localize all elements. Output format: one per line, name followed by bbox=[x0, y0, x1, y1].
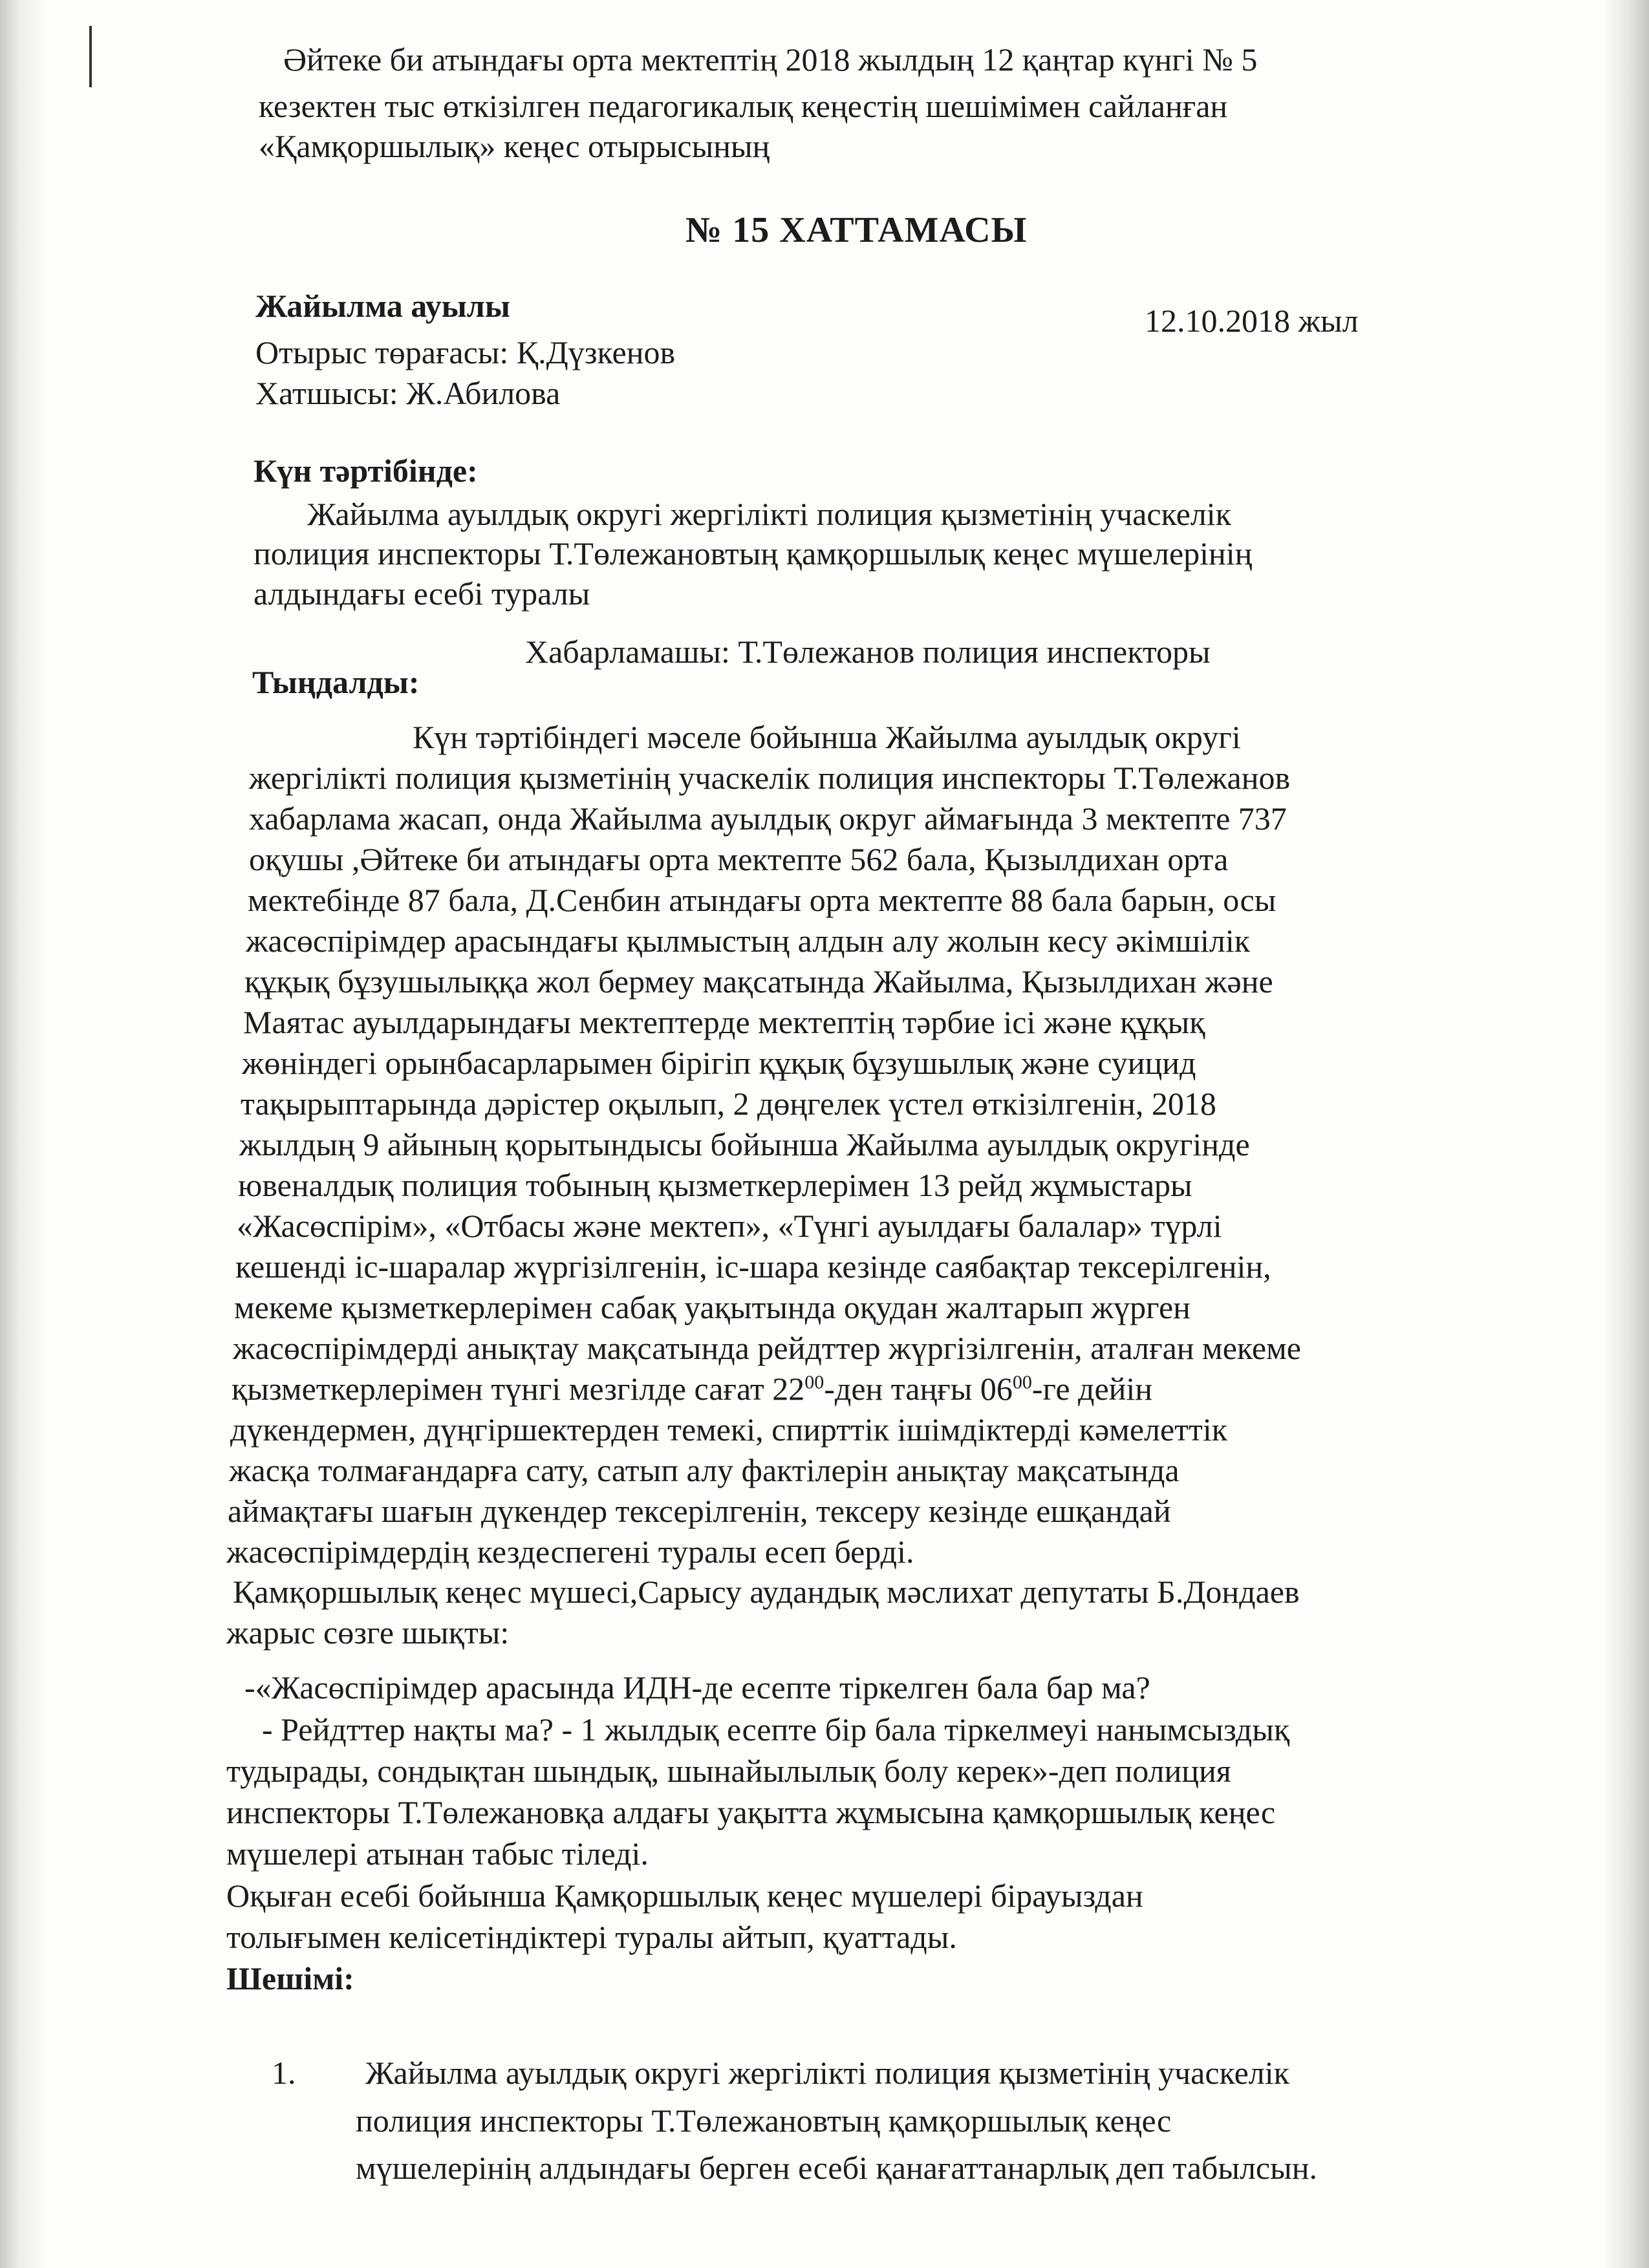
agenda-reporter: Хабарламашы: Т.Төлежанов полиция инспекторы bbox=[525, 634, 1211, 670]
meeting-date: 12.10.2018 жыл bbox=[1145, 303, 1359, 339]
meeting-place: Жайылма ауылы bbox=[255, 288, 510, 324]
binder-mark bbox=[89, 26, 92, 87]
speech-line: тудырады, сондықтан шындық, шынайылылық болу керек»-деп полиция bbox=[226, 1753, 1231, 1789]
scan-shadow-left bbox=[0, 0, 45, 2268]
heard-line: жылдың 9 айының қорытындысы бойынша Жайылма ауылдық округінде bbox=[239, 1126, 1250, 1162]
agenda-line: полиция инспекторы Т.Төлежановтың қамқоршылық кеңес мүшелерінің bbox=[253, 535, 1253, 572]
speech-line: -«Жасөспірімдер арасында ИДН-де есепте тіркелген бала бар ма? bbox=[244, 1669, 1150, 1706]
header-line: кезектен тыс өткізілген педагогикалық кеңестің шешімімен сайланған bbox=[259, 88, 1228, 124]
speech-line: Оқыған есебі бойынша Қамқоршылық кеңес мүшелері бірауыздан bbox=[226, 1878, 1143, 1914]
time-text: -ге дейін bbox=[1031, 1371, 1153, 1407]
time-superscript: 00 bbox=[1012, 1371, 1032, 1393]
agenda-line: алдындағы есебі туралы bbox=[253, 575, 590, 612]
heard-line: жергілікті полиция қызметінің учаскелік полиция инспекторы Т.Төлежанов bbox=[249, 760, 1291, 796]
heard-line: оқушы ,Әйтеке би атындағы орта мектепте 562 бала, Қызылдихан орта bbox=[249, 841, 1229, 877]
speech-line: - Рейдттер нақты ма? - 1 жылдық есепте бір бала тіркелмеуі нанымсыздық bbox=[262, 1711, 1290, 1748]
speech-line: жарыс сөзге шықты: bbox=[226, 1614, 510, 1651]
heard-line: жасөспірімдерді анықтау мақсатында рейдттер жүргізілгенін, аталған мекеме bbox=[233, 1330, 1301, 1366]
speech-line: Қамқоршылық кеңес мүшесі,Сарысу аудандық мәслихат депутаты Б.Дондаев bbox=[233, 1574, 1300, 1610]
heard-line: тақырыптарында дәрістер оқылып, 2 дөңгелек үстел өткізілгенін, 2018 bbox=[241, 1086, 1216, 1122]
time-superscript: 00 bbox=[804, 1371, 824, 1393]
heard-line: жасөспірімдердің кездеспегені туралы есеп берді. bbox=[226, 1534, 914, 1570]
speech-line: толығымен келісетіндіктері туралы айтып, қуаттады. bbox=[226, 1919, 957, 1955]
decision-item-number: 1. bbox=[272, 2055, 296, 2091]
heard-line: мектебінде 87 бала, Д.Сенбин атындағы орта мектепте 88 бала барын, осы bbox=[248, 882, 1277, 918]
document-title: № 15 ХАТТАМАСЫ bbox=[685, 210, 1028, 250]
meeting-chair: Отырыс төрағасы: Қ.Дүзкенов bbox=[255, 334, 676, 370]
agenda-heading: Күн тәртібінде: bbox=[253, 453, 478, 489]
heard-line: аймақтағы шағын дүкендер тексерілгенін, тексеру кезінде ешқандай bbox=[228, 1493, 1171, 1529]
heard-heading: Тыңдалды: bbox=[252, 664, 420, 700]
heard-line: жасөспірімдер арасындағы қылмыстың алдын алу жолын кесу әкімшілік bbox=[246, 923, 1251, 959]
heard-line: жасқа толмағандарға сату, сатып алу фактілерін анықтау мақсатында bbox=[229, 1452, 1180, 1488]
heard-line: ювеналдық полиция тобының қызметкерлерімен 13 рейд жұмыстары bbox=[238, 1167, 1192, 1203]
header-line: «Қамқоршылық» кеңес отырысының bbox=[259, 128, 770, 164]
heard-line: Күн тәртібіндегі мәселе бойынша Жайылма ауылдық округі bbox=[413, 719, 1241, 755]
meeting-secretary: Хатшысы: Ж.Абилова bbox=[255, 375, 561, 411]
speech-line: мүшелері атынан табыс тіледі. bbox=[226, 1835, 649, 1872]
heard-line: құқық бұзушылыққа жол бермеу мақсатында Жайылма, Қызылдихан және bbox=[244, 963, 1273, 1000]
heard-line: мекеме қызметкерлерімен сабақ уақытында оқудан жалтарып жүрген bbox=[234, 1289, 1191, 1325]
decision-line: Жайылма ауылдық округі жергілікті полиция қызметінің учаскелік bbox=[365, 2055, 1289, 2091]
decision-heading: Шешімі: bbox=[226, 1960, 354, 1996]
decision-line: полиция инспекторы Т.Төлежановтың қамқоршылық кеңес bbox=[356, 2102, 1172, 2139]
header-line: Әйтеке би атындағы орта мектептің 2018 жылдың 12 қаңтар күнгі № 5 bbox=[283, 41, 1258, 78]
heard-line: «Жасөспірім», «Отбасы және мектеп», «Түнгі ауылдағы балалар» түрлі bbox=[237, 1208, 1222, 1244]
heard-line: кешенді іс-шаралар жүргізілгенін, іс-шара кезінде саябақтар тексерілгенін, bbox=[235, 1248, 1271, 1285]
speech-line: инспекторы Т.Төлежановқа алдағы уақытта жұмысына қамқоршылық кеңес bbox=[226, 1794, 1276, 1830]
time-text: қызметкерлерімен түнгі мезгілде сағат 22 bbox=[232, 1371, 805, 1407]
heard-line: жөніндегі орынбасарларымен бірігіп құқық бұзушылық және суицид bbox=[242, 1045, 1196, 1081]
heard-time-line bbox=[232, 1369, 1152, 1408]
heard-line: Маятас ауылдарындағы мектептерде мектептің тәрбие ісі және құқық bbox=[243, 1004, 1205, 1040]
heard-line: дүкендермен, дүңгіршектерден темекі, спирттік ішімдіктерді кәмелеттік bbox=[230, 1411, 1228, 1448]
agenda-line: Жайылма ауылдық округі жергілікті полиция қызметінің учаскелік bbox=[307, 496, 1231, 532]
decision-line: мүшелерінің алдындағы берген есебі қанағаттанарлық деп табылсын. bbox=[356, 2150, 1317, 2186]
heard-line: хабарлама жасап, онда Жайылма ауылдық округ аймағында 3 мектепте 737 bbox=[249, 800, 1287, 837]
time-text: -ден таңғы 06 bbox=[824, 1371, 1013, 1407]
scan-shadow-right bbox=[1604, 0, 1649, 2268]
